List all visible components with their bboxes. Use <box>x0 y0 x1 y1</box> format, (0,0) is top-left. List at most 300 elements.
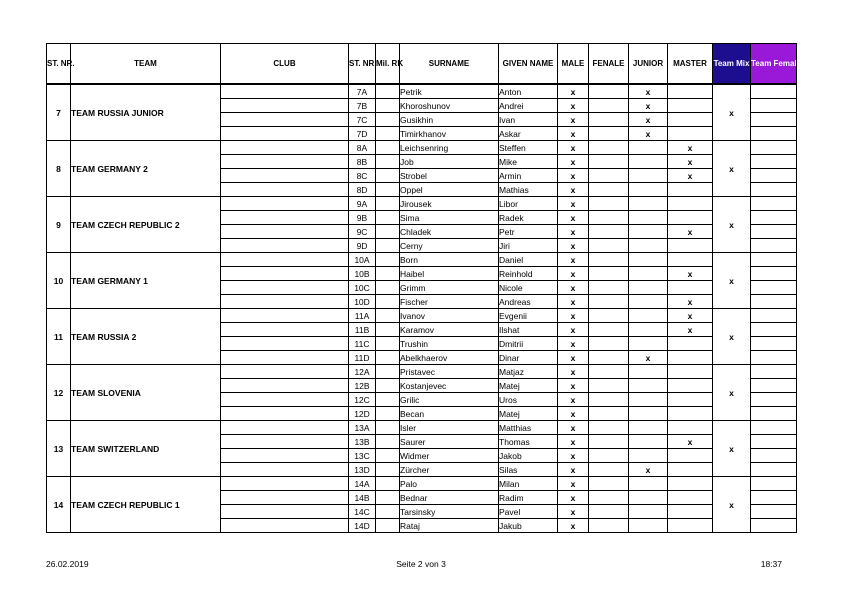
female-mark <box>589 127 629 141</box>
male-mark: x <box>558 99 589 113</box>
team-female-cell <box>751 239 797 253</box>
junior-mark <box>629 365 668 379</box>
female-mark <box>589 365 629 379</box>
club-cell <box>221 211 349 225</box>
female-mark <box>589 267 629 281</box>
member-given-name: Radek <box>499 211 558 225</box>
male-mark: x <box>558 183 589 197</box>
club-cell <box>221 84 349 99</box>
mil-rk-cell <box>376 267 400 281</box>
club-cell <box>221 365 349 379</box>
team-female-cell <box>751 113 797 127</box>
team-female-cell <box>751 491 797 505</box>
member-given-name: Anton <box>499 84 558 99</box>
team-female-cell <box>751 155 797 169</box>
member-surname: Isler <box>400 421 499 435</box>
member-surname: Gusikhin <box>400 113 499 127</box>
junior-mark <box>629 491 668 505</box>
member-start-number: 12D <box>349 407 376 421</box>
master-mark <box>668 407 713 421</box>
team-female-cell <box>751 323 797 337</box>
male-mark: x <box>558 407 589 421</box>
member-surname: Bednar <box>400 491 499 505</box>
female-mark <box>589 99 629 113</box>
team-female-cell <box>751 351 797 365</box>
member-given-name: Matthias <box>499 421 558 435</box>
female-mark <box>589 141 629 155</box>
master-mark <box>668 127 713 141</box>
club-cell <box>221 141 349 155</box>
female-mark <box>589 379 629 393</box>
mil-rk-cell <box>376 155 400 169</box>
club-cell <box>221 281 349 295</box>
team-female-cell <box>751 407 797 421</box>
junior-mark <box>629 393 668 407</box>
member-surname: Fischer <box>400 295 499 309</box>
team-female-cell <box>751 309 797 323</box>
male-mark: x <box>558 365 589 379</box>
team-female-cell <box>751 99 797 113</box>
member-surname: Grilic <box>400 393 499 407</box>
team-female-cell <box>751 477 797 491</box>
member-given-name: Ivan <box>499 113 558 127</box>
member-surname: Job <box>400 155 499 169</box>
member-surname: Petrik <box>400 84 499 99</box>
master-mark <box>668 281 713 295</box>
member-start-number: 8D <box>349 183 376 197</box>
male-mark: x <box>558 351 589 365</box>
junior-mark <box>629 141 668 155</box>
junior-mark <box>629 169 668 183</box>
team-female-cell <box>751 281 797 295</box>
member-surname: Grimm <box>400 281 499 295</box>
header-surname: SURNAME <box>400 44 499 85</box>
mil-rk-cell <box>376 491 400 505</box>
header-team-mix: Team Mix <box>713 44 751 85</box>
mil-rk-cell <box>376 449 400 463</box>
team-female-cell <box>751 84 797 99</box>
male-mark: x <box>558 449 589 463</box>
member-start-number: 12A <box>349 365 376 379</box>
club-cell <box>221 239 349 253</box>
master-mark <box>668 113 713 127</box>
team-start-number: 9 <box>47 197 71 253</box>
male-mark: x <box>558 491 589 505</box>
member-start-number: 9C <box>349 225 376 239</box>
member-surname: Born <box>400 253 499 267</box>
team-mix-mark: x <box>713 141 751 197</box>
master-mark <box>668 463 713 477</box>
team-female-cell <box>751 295 797 309</box>
member-start-number: 11B <box>349 323 376 337</box>
master-mark: x <box>668 323 713 337</box>
club-cell <box>221 379 349 393</box>
member-start-number: 7C <box>349 113 376 127</box>
team-mix-mark: x <box>713 365 751 421</box>
mil-rk-cell <box>376 323 400 337</box>
male-mark: x <box>558 225 589 239</box>
male-mark: x <box>558 463 589 477</box>
club-cell <box>221 351 349 365</box>
mil-rk-cell <box>376 463 400 477</box>
female-mark <box>589 211 629 225</box>
junior-mark <box>629 197 668 211</box>
mil-rk-cell <box>376 435 400 449</box>
team-start-number: 8 <box>47 141 71 197</box>
club-cell <box>221 295 349 309</box>
master-mark <box>668 183 713 197</box>
male-mark: x <box>558 379 589 393</box>
header-male: MALE <box>558 44 589 85</box>
header-st-nr: ST. NR. <box>47 44 71 85</box>
junior-mark <box>629 155 668 169</box>
member-surname: Becan <box>400 407 499 421</box>
header-row <box>47 44 797 85</box>
male-mark: x <box>558 393 589 407</box>
master-mark: x <box>668 225 713 239</box>
mil-rk-cell <box>376 351 400 365</box>
footer-date: 26.02.2019 <box>46 559 89 569</box>
entry-list-body <box>47 84 797 533</box>
member-surname: Jirousek <box>400 197 499 211</box>
junior-mark <box>629 435 668 449</box>
master-mark <box>668 197 713 211</box>
female-mark <box>589 407 629 421</box>
junior-mark <box>629 267 668 281</box>
team-female-cell <box>751 211 797 225</box>
club-cell <box>221 113 349 127</box>
master-mark <box>668 393 713 407</box>
member-given-name: Dmitrii <box>499 337 558 351</box>
team-member-row <box>47 253 797 267</box>
team-member-row <box>47 84 797 99</box>
female-mark <box>589 253 629 267</box>
master-mark: x <box>668 309 713 323</box>
member-given-name: Dinar <box>499 351 558 365</box>
male-mark: x <box>558 169 589 183</box>
member-start-number: 11A <box>349 309 376 323</box>
female-mark <box>589 421 629 435</box>
footer-time: 18:37 <box>760 559 782 569</box>
member-surname: Haibel <box>400 267 499 281</box>
club-cell <box>221 337 349 351</box>
member-start-number: 10B <box>349 267 376 281</box>
mil-rk-cell <box>376 379 400 393</box>
member-surname: Rataj <box>400 519 499 533</box>
team-name: TEAM GERMANY 2 <box>71 141 221 197</box>
male-mark: x <box>558 267 589 281</box>
female-mark <box>589 435 629 449</box>
member-given-name: Milan <box>499 477 558 491</box>
member-given-name: Andreas <box>499 295 558 309</box>
mil-rk-cell <box>376 295 400 309</box>
club-cell <box>221 519 349 533</box>
master-mark <box>668 477 713 491</box>
master-mark <box>668 449 713 463</box>
team-female-cell <box>751 337 797 351</box>
header-mil-rk: Mil. RK <box>376 44 400 85</box>
club-cell <box>221 449 349 463</box>
team-mix-mark: x <box>713 84 751 141</box>
junior-mark <box>629 505 668 519</box>
female-mark <box>589 393 629 407</box>
club-cell <box>221 477 349 491</box>
male-mark: x <box>558 435 589 449</box>
member-surname: Pristavec <box>400 365 499 379</box>
junior-mark <box>629 253 668 267</box>
female-mark <box>589 505 629 519</box>
member-start-number: 13C <box>349 449 376 463</box>
member-start-number: 7A <box>349 84 376 99</box>
male-mark: x <box>558 253 589 267</box>
team-member-row <box>47 309 797 323</box>
junior-mark <box>629 379 668 393</box>
member-start-number: 8A <box>349 141 376 155</box>
header-junior: JUNIOR <box>629 44 668 85</box>
club-cell <box>221 505 349 519</box>
team-mix-mark: x <box>713 421 751 477</box>
header-team: TEAM <box>71 44 221 85</box>
team-female-cell <box>751 519 797 533</box>
member-given-name: Matej <box>499 379 558 393</box>
master-mark <box>668 337 713 351</box>
club-cell <box>221 99 349 113</box>
member-given-name: Mathias <box>499 183 558 197</box>
member-given-name: Uros <box>499 393 558 407</box>
female-mark <box>589 197 629 211</box>
team-female-cell <box>751 421 797 435</box>
member-given-name: Silas <box>499 463 558 477</box>
team-female-cell <box>751 225 797 239</box>
junior-mark <box>629 337 668 351</box>
female-mark <box>589 309 629 323</box>
member-surname: Zürcher <box>400 463 499 477</box>
team-female-cell <box>751 197 797 211</box>
male-mark: x <box>558 239 589 253</box>
male-mark: x <box>558 309 589 323</box>
mil-rk-cell <box>376 197 400 211</box>
club-cell <box>221 491 349 505</box>
master-mark <box>668 211 713 225</box>
team-mix-mark: x <box>713 197 751 253</box>
team-member-row <box>47 477 797 491</box>
female-mark <box>589 491 629 505</box>
junior-mark <box>629 309 668 323</box>
member-surname: Strobel <box>400 169 499 183</box>
junior-mark <box>629 323 668 337</box>
mil-rk-cell <box>376 337 400 351</box>
mil-rk-cell <box>376 519 400 533</box>
female-mark <box>589 323 629 337</box>
master-mark: x <box>668 435 713 449</box>
mil-rk-cell <box>376 113 400 127</box>
team-female-cell <box>751 183 797 197</box>
member-surname: Timirkhanov <box>400 127 499 141</box>
male-mark: x <box>558 113 589 127</box>
team-name: TEAM GERMANY 1 <box>71 253 221 309</box>
member-start-number: 12B <box>349 379 376 393</box>
member-given-name: Askar <box>499 127 558 141</box>
member-surname: Sima <box>400 211 499 225</box>
master-mark <box>668 365 713 379</box>
master-mark <box>668 505 713 519</box>
header-st-nr-2: ST. NR. <box>349 44 376 85</box>
team-female-cell <box>751 463 797 477</box>
member-surname: Oppel <box>400 183 499 197</box>
master-mark: x <box>668 295 713 309</box>
male-mark: x <box>558 323 589 337</box>
team-female-cell <box>751 505 797 519</box>
team-name: TEAM RUSSIA JUNIOR <box>71 84 221 141</box>
male-mark: x <box>558 295 589 309</box>
member-given-name: Reinhold <box>499 267 558 281</box>
master-mark <box>668 379 713 393</box>
mil-rk-cell <box>376 253 400 267</box>
junior-mark: x <box>629 351 668 365</box>
member-start-number: 7B <box>349 99 376 113</box>
male-mark: x <box>558 197 589 211</box>
female-mark <box>589 337 629 351</box>
mil-rk-cell <box>376 225 400 239</box>
team-start-number: 13 <box>47 421 71 477</box>
mil-rk-cell <box>376 281 400 295</box>
master-mark: x <box>668 141 713 155</box>
team-female-cell <box>751 435 797 449</box>
member-given-name: Matej <box>499 407 558 421</box>
member-given-name: Ilshat <box>499 323 558 337</box>
team-mix-mark: x <box>713 309 751 365</box>
junior-mark: x <box>629 463 668 477</box>
female-mark <box>589 225 629 239</box>
male-mark: x <box>558 337 589 351</box>
master-mark <box>668 351 713 365</box>
male-mark: x <box>558 127 589 141</box>
male-mark: x <box>558 211 589 225</box>
member-start-number: 14D <box>349 519 376 533</box>
member-surname: Abelkhaerov <box>400 351 499 365</box>
member-start-number: 9D <box>349 239 376 253</box>
team-start-number: 7 <box>47 84 71 141</box>
female-mark <box>589 351 629 365</box>
member-surname: Kostanjevec <box>400 379 499 393</box>
male-mark: x <box>558 281 589 295</box>
member-given-name: Libor <box>499 197 558 211</box>
junior-mark <box>629 449 668 463</box>
junior-mark <box>629 183 668 197</box>
female-mark <box>589 239 629 253</box>
mil-rk-cell <box>376 505 400 519</box>
master-mark: x <box>668 267 713 281</box>
team-name: TEAM CZECH REPUBLIC 2 <box>71 197 221 253</box>
junior-mark <box>629 211 668 225</box>
member-surname: Tarsinsky <box>400 505 499 519</box>
team-mix-mark: x <box>713 477 751 533</box>
member-given-name: Mike <box>499 155 558 169</box>
team-female-cell <box>751 253 797 267</box>
footer-page-number: Seite 2 von 3 <box>396 559 446 569</box>
member-start-number: 14A <box>349 477 376 491</box>
female-mark <box>589 281 629 295</box>
member-start-number: 11D <box>349 351 376 365</box>
member-given-name: Armin <box>499 169 558 183</box>
male-mark: x <box>558 141 589 155</box>
team-female-cell <box>751 127 797 141</box>
junior-mark: x <box>629 127 668 141</box>
member-surname: Leichsenring <box>400 141 499 155</box>
club-cell <box>221 407 349 421</box>
member-start-number: 10C <box>349 281 376 295</box>
junior-mark <box>629 281 668 295</box>
member-start-number: 13D <box>349 463 376 477</box>
member-start-number: 8B <box>349 155 376 169</box>
club-cell <box>221 267 349 281</box>
club-cell <box>221 435 349 449</box>
member-surname: Trushin <box>400 337 499 351</box>
club-cell <box>221 463 349 477</box>
member-start-number: 8C <box>349 169 376 183</box>
member-given-name: Jakub <box>499 519 558 533</box>
female-mark <box>589 113 629 127</box>
team-start-number: 12 <box>47 365 71 421</box>
junior-mark: x <box>629 113 668 127</box>
junior-mark <box>629 239 668 253</box>
team-female-cell <box>751 393 797 407</box>
male-mark: x <box>558 84 589 99</box>
mil-rk-cell <box>376 239 400 253</box>
member-start-number: 10A <box>349 253 376 267</box>
member-given-name: Andrei <box>499 99 558 113</box>
mil-rk-cell <box>376 477 400 491</box>
female-mark <box>589 169 629 183</box>
team-member-row <box>47 421 797 435</box>
team-mix-mark: x <box>713 253 751 309</box>
team-name: TEAM SLOVENIA <box>71 365 221 421</box>
club-cell <box>221 309 349 323</box>
male-mark: x <box>558 421 589 435</box>
member-start-number: 12C <box>349 393 376 407</box>
team-start-number: 10 <box>47 253 71 309</box>
master-mark <box>668 519 713 533</box>
entry-list-table <box>46 43 802 533</box>
mil-rk-cell <box>376 99 400 113</box>
club-cell <box>221 127 349 141</box>
female-mark <box>589 519 629 533</box>
club-cell <box>221 323 349 337</box>
member-surname: Karamov <box>400 323 499 337</box>
team-female-cell <box>751 169 797 183</box>
header-master: MASTER <box>668 44 713 85</box>
male-mark: x <box>558 155 589 169</box>
member-given-name: Nicole <box>499 281 558 295</box>
header-given-name: GIVEN NAME <box>499 44 558 85</box>
mil-rk-cell <box>376 211 400 225</box>
team-female-cell <box>751 267 797 281</box>
mil-rk-cell <box>376 169 400 183</box>
member-start-number: 10D <box>349 295 376 309</box>
member-surname: Ivanov <box>400 309 499 323</box>
club-cell <box>221 253 349 267</box>
mil-rk-cell <box>376 84 400 99</box>
club-cell <box>221 225 349 239</box>
master-mark <box>668 253 713 267</box>
male-mark: x <box>558 477 589 491</box>
male-mark: x <box>558 519 589 533</box>
member-start-number: 13B <box>349 435 376 449</box>
member-surname: Khoroshunov <box>400 99 499 113</box>
team-female-cell <box>751 141 797 155</box>
team-female-cell <box>751 365 797 379</box>
team-member-row <box>47 365 797 379</box>
